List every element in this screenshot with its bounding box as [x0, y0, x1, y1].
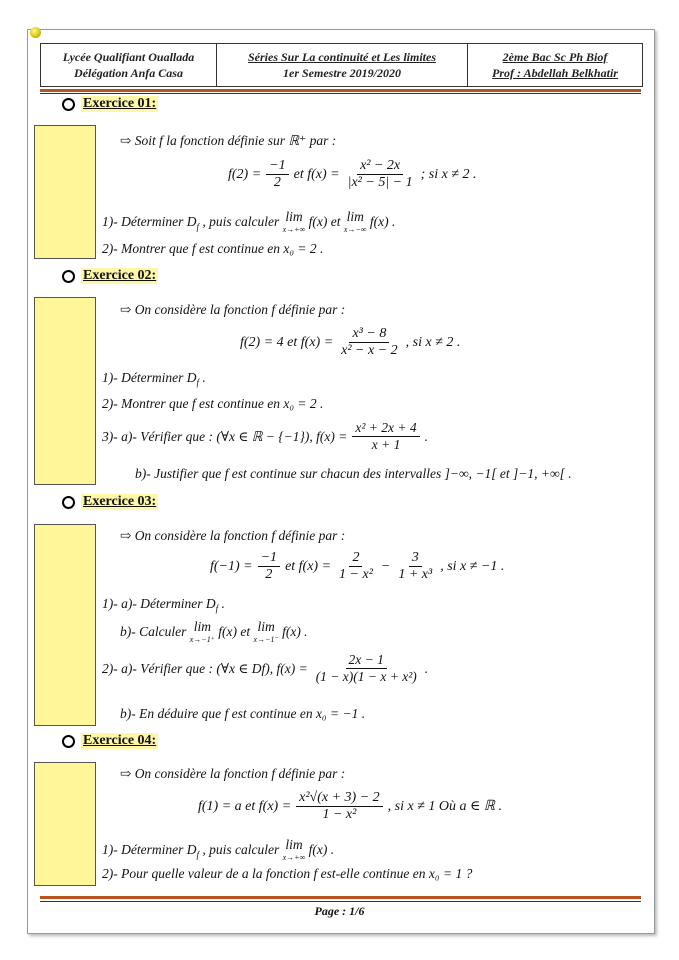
- exercise-2-question-2: 2)- Montrer que f est continue en x₀ = 2 .: [102, 396, 324, 411]
- exercise-3-heading: [62, 494, 158, 510]
- document-header: [40, 43, 643, 87]
- exercise-3-title: Exercice 03:: [83, 494, 157, 509]
- arrow-right-icon: ⇨: [120, 766, 135, 781]
- exercise-3-intro: ⇨ On considère la fonction f définie par :: [120, 528, 346, 543]
- exercise-1-equation: f(2) = $\frac{-1}{2}$ et f(x) = $\frac{\text{x² − 2x}}{\text{|x² − 5| − 1}}$ ; si x ≠ 2 .: [228, 158, 477, 190]
- footer-rule: [40, 896, 641, 902]
- circle-bullet-icon: [62, 98, 75, 111]
- arrow-right-icon: ⇨: [120, 133, 135, 148]
- exercise-2-answer-box: [34, 297, 96, 485]
- exercise-1-question-2: 2)- Montrer que f est continue en x₀ = 2 .: [102, 241, 324, 256]
- exercise-1-question-1: 1)- Déterminer $D_f$ , puis calculer lim x→+∞ f(x) et lim x→−∞ f(x) .: [102, 209, 396, 234]
- header-school-cell: [41, 44, 217, 86]
- exercise-3-equation: f(−1) = $\frac{-1}{2}$ et f(x) = $\frac{2}{\text{1 − x²}}$ − $\frac{3}{\text{1 + x³}}$ , si x ≠ −1 .: [210, 550, 505, 582]
- exercise-2-title: Exercice 02:: [83, 268, 157, 283]
- level: 2ème Bac Sc Ph Biof: [502, 50, 608, 64]
- exercise-4-heading: [62, 733, 158, 749]
- page-number: Page : 1/6: [314, 904, 365, 918]
- header-rule: [40, 89, 641, 92]
- exercise-4-intro: ⇨ On considère la fonction f définie par :: [120, 766, 346, 781]
- exercise-1-intro: ⇨ Soit f la fonction définie sur ℝ⁺ par :: [120, 133, 337, 148]
- exercise-3-question-2a: 2)- a)- Vérifier que : (∀x ∈ Df), f(x) = $\frac{2x - 1}{\text{(1 − x)(1 − x + x²)}}$ .: [102, 652, 429, 684]
- exercise-1-title: Exercice 01:: [83, 96, 157, 111]
- exercise-3-question-1b: b)- Calculer lim x→−1⁺ f(x) et lim x→−1⁻ f(x) .: [120, 619, 308, 644]
- arrow-right-icon: ⇨: [120, 528, 135, 543]
- exercise-2-question-1: 1)- Déterminer $D_f$ .: [102, 370, 206, 388]
- header-title-cell: [217, 44, 468, 86]
- circle-bullet-icon: [62, 270, 75, 283]
- exercise-4-equation: f(1) = a et f(x) = $\frac{\text{x²√(x + 3) − 2}}{\text{1 − x²}}$ , si x ≠ 1 Où a ∈ ℝ .: [198, 790, 502, 822]
- teacher: Prof : Abdellah Belkhatir: [492, 66, 618, 80]
- exercise-2-equation: f(2) = 4 et f(x) = $\frac{\text{x³ − 8}}{\text{x² − x − 2}}$ , si x ≠ 2 .: [240, 326, 461, 358]
- circle-bullet-icon: [62, 735, 75, 748]
- exercise-4-answer-box: [34, 762, 96, 886]
- exercise-3-question-2b: b)- En déduire que f est continue en x₀ = −1 .: [120, 706, 366, 721]
- exercise-1-answer-box: [34, 125, 96, 259]
- exercise-4-title: Exercice 04:: [83, 733, 157, 748]
- pin-icon: [30, 27, 41, 38]
- exercise-2-heading: [62, 268, 158, 284]
- header-rule-thin: [40, 93, 641, 94]
- exercise-3-question-1a: 1)- a)- Déterminer $D_f$ .: [102, 596, 225, 614]
- exercise-3-answer-box: [34, 524, 96, 726]
- header-level-cell: [468, 44, 642, 86]
- exercise-4-question-2: 2)- Pour quelle valeur de a la fonction f est-elle continue en x₀ = 1 ?: [102, 866, 473, 881]
- exercise-1-heading: [62, 96, 158, 112]
- arrow-right-icon: ⇨: [120, 302, 135, 317]
- circle-bullet-icon: [62, 496, 75, 509]
- delegation-name: Délégation Anfa Casa: [74, 66, 183, 80]
- semester: 1er Semestre 2019/2020: [283, 66, 401, 80]
- exercise-2-intro: ⇨ On considère la fonction f définie par :: [120, 302, 346, 317]
- series-title: Séries Sur La continuité et Les limites: [247, 50, 436, 64]
- exercise-2-question-3b: b)- Justifier que f est continue sur chacun des intervalles ]−∞, −1[ et ]−1, +∞[ .: [135, 466, 572, 481]
- exercise-2-question-3a: 3)- a)- Vérifier que : (∀x ∈ ℝ − {−1}), f(x) = $\frac{\text{x² + 2x + 4}}{x + 1}$ .: [102, 420, 429, 452]
- school-name: Lycée Qualifiant Ouallada: [62, 50, 195, 64]
- exercise-4-question-1: 1)- Déterminer $D_f$ , puis calculer lim x→+∞ f(x) .: [102, 837, 335, 862]
